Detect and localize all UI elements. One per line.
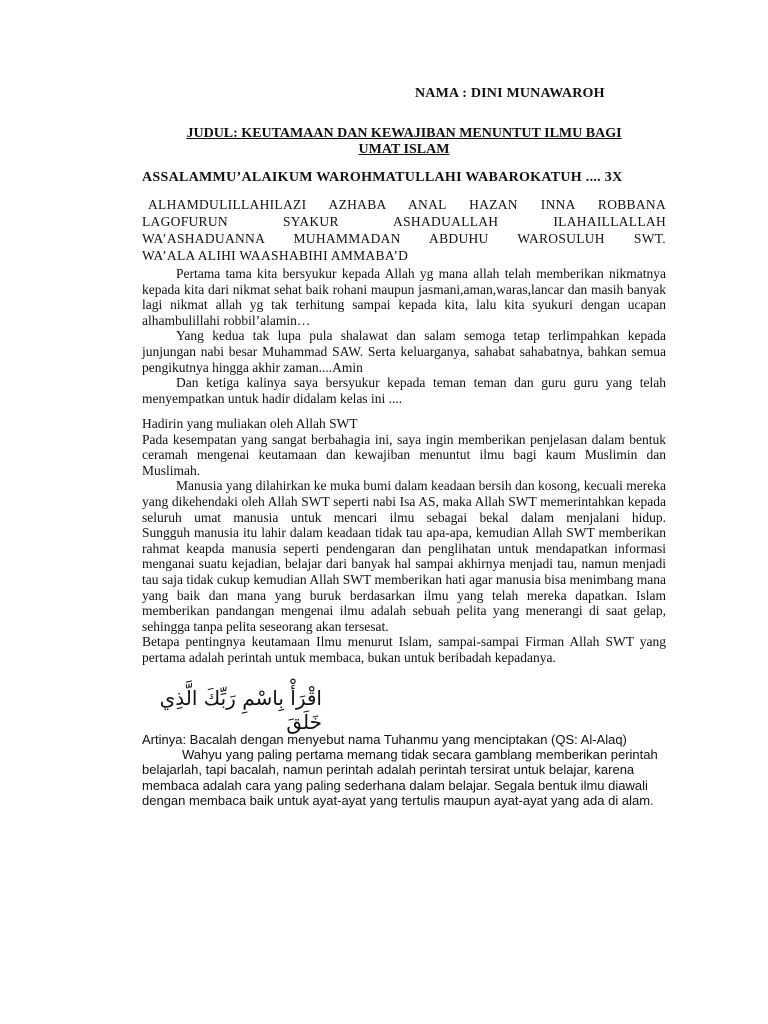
- main-paragraph-3: Sungguh manusia itu lahir dalam keadaan tidak tau apa-apa, kemudian Allah SWT memberikan rahmat keapda manusia seperti pendengaran dan penglihatan untuk mendapatkan informasi menganai suatu kejadian, belajar dari banyak hal sampai akhirnya menjadi tau, namun menjadi tau saja tidak cukup kemudian Allah SWT memberikan hati agar manusia bisa menimbang mana yang baik dan mana yang buruk berdasarkan ilmu yang telah mereka dapatkan. Islam memberikan pandangan mengenai ilmu adalah sebuah pelita yang menerangi di saat gelap, sehingga tanpa pelita seseorang akan tersesat.: [142, 525, 666, 634]
- intro-paragraph-2: Yang kedua tak lupa pula shalawat dan salam semoga tetap terlimpahkan kepada junjungan nabi besar Muhammad SAW. Serta keluarganya, sahabat sahabatnya, bahkan semua pengikutnya hingga akhir zaman....Amin: [142, 328, 666, 375]
- opening-line-1: ALHAMDULILLAHILAZI AZHABA ANAL HAZAN INNA ROBBANA: [148, 197, 666, 212]
- audience-greeting: Hadirin yang muliakan oleh Allah SWT: [142, 416, 358, 431]
- opening-line-2: LAGOFURUN SYAKUR ASHADUALLAH ILAHAILLALLAH: [142, 214, 666, 229]
- title-line-2: UMAT ISLAM: [358, 142, 450, 157]
- opening-line-3: WA’ASHADUANNA MUHAMMADAN ABDUHU WAROSULUH SWT.: [142, 231, 666, 246]
- closing-paragraph-1: Wahyu yang paling pertama memang tidak secara gamblang memberikan perintah belajarlah, tapi bacalah, namun perintah adalah perintah tersirat untuk belajar, karena membaca adalah cara yang paling sederhana dalam belajar. Segala bentuk ilmu diawali dengan membaca baik untuk ayat-ayat yang tertulis maupun ayat-ayat yang ada di alam.: [142, 747, 658, 808]
- opening-prayer: [142, 196, 666, 264]
- main-paragraph-2: Manusia yang dilahirkan ke muka bumi dalam keadaan bersih dan kosong, kecuali mereka yang dikehendaki oleh Allah SWT seperti nabi Isa AS, maka Allah SWT memerintahkan kepada seluruh umat manusia untuk mencari ilmu sebagai bekal dalam menjalani hidup.: [142, 478, 666, 525]
- quran-verse: اقْرَأْ بِاسْمِ رَبِّكَ الَّذِي خَلَقَ: [159, 686, 322, 734]
- intro-paragraph-3: Dan ketiga kalinya saya bersyukur kepada teman teman dan guru guru yang telah menyempatkan untuk hadir didalam kelas ini ....: [142, 375, 666, 406]
- closing-section: [142, 732, 666, 808]
- verse-translation: Artinya: Bacalah dengan menyebut nama Tuhanmu yang menciptakan (QS: Al-Alaq): [142, 732, 627, 747]
- author-name: NAMA : DINI MUNAWAROH: [415, 86, 605, 101]
- opening-line-4: WA’ALA ALIHI WAASHABIHI AMMABA’D: [142, 248, 409, 263]
- intro-paragraph-1: Pertama tama kita bersyukur kepada Allah yg mana allah telah memberikan nikmatnya kepada kita dari nikmat sehat baik rohani maupun jasmani,aman,waras,lancar dan masih banyak lagi nikmat allah yg tak terhitung sampai kepada kita, lalu kita syukuri dengan ucapan alhambulillahi robbil’alamin…: [142, 266, 666, 328]
- main-paragraph-1: Pada kesempatan yang sangat berbahagia ini, saya ingin memberikan penjelasan dalam bentuk ceramah mengenai keutamaan dan kewajiban menuntut ilmu bagi kaum Muslimin dan Muslimah.: [142, 431, 666, 478]
- main-section: [142, 416, 666, 666]
- document-title: [140, 126, 668, 158]
- title-line-1: JUDUL: KEUTAMAAN DAN KEWAJIBAN MENUNTUT ILMU BAGI: [186, 126, 622, 141]
- main-paragraph-4: Betapa pentingnya keutamaan Ilmu menurut Islam, sampai-sampai Firman Allah SWT yang pertama adalah perintah untuk membaca, bukan untuk beribadah kepadanya.: [142, 634, 666, 665]
- greeting-salam: ASSALAMMU’ALAIKUM WAROHMATULLAHI WABAROKATUH .... 3X: [142, 170, 623, 185]
- intro-section: [142, 266, 666, 406]
